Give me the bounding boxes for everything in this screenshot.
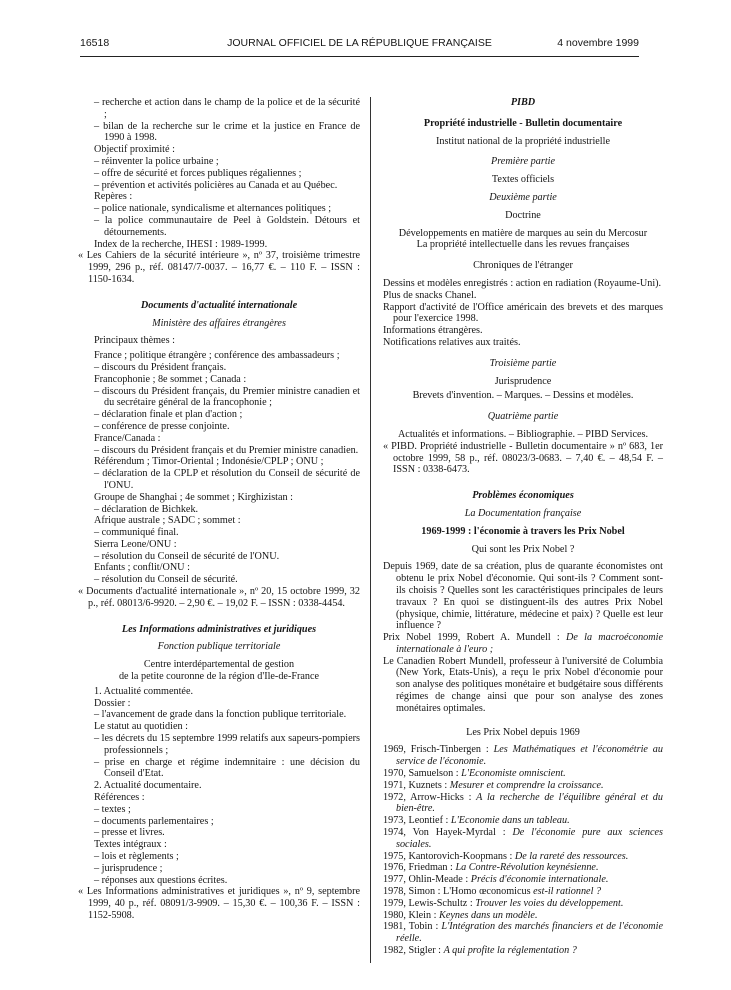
list-item: – l'avancement de grade dans la fonction publique territoriale.	[94, 709, 347, 721]
iaj-subtitle: Fonction publique territoriale	[157, 641, 281, 653]
nobel-entry	[383, 780, 663, 792]
list-item: – déclaration de la CPLP et résolution du Conseil de sécurité de l'ONU.	[94, 468, 360, 491]
pe-paragraph: Le Canadien Robert Mundell, professeur à l'université de Columbia (New York, Etats-Unis), a reçu le prix Nobel d'économie pour son analyse des politiques monétaire et budgétaire sous différents régimes de change ainsi que pour son analyse des zones monétaires optimales.	[383, 655, 663, 714]
nobel-entry	[383, 792, 663, 816]
list-heading: France ; politique étrangère ; conférence des ambassadeurs ;	[94, 350, 340, 362]
dai-list	[78, 350, 360, 586]
doctrine-line: Développements en matière de marques au sein du Mercosur	[398, 227, 648, 239]
nobel-entry	[383, 898, 663, 910]
part-text: Doctrine	[505, 209, 541, 221]
list-heading: Enfants ; conflit/ONU :	[94, 562, 190, 574]
list-heading: Référendum ; Timor-Oriental ; Indonésie/CPLP ; ONU ;	[94, 456, 324, 468]
pibd-citation: « PIBD. Propriété industrielle - Bulletin documentaire » nº 683, 1er octobre 1999, 58 p., réf. 08023/3-0683. – 7,40 €. – 48,54 F. – ISSN : 0338-6473.	[383, 440, 663, 476]
chroniques-line: Plus de snacks Chanel.	[383, 289, 477, 301]
nobel-entry	[383, 945, 663, 957]
list-heading: 1. Actualité commentée.	[94, 685, 194, 697]
pe-question: Qui sont les Prix Nobel ?	[471, 543, 575, 555]
nobel-title: A la recherche de l'équilibre général et du bien-être.	[396, 791, 663, 815]
nobel-entry	[383, 874, 663, 886]
cahiers-citation: « Les Cahiers de la sécurité intérieure », nº 37, troisième trimestre 1999, 296 p., réf. 08147/7-0037. – 16,77 €. – 110 F. – ISSN : 1150-1634.	[78, 250, 360, 285]
nobel-laureate: 1972, Arrow-Hicks :	[383, 791, 477, 803]
chroniques-heading: Chroniques de l'étranger	[473, 260, 573, 272]
dai-subtitle: Ministère des affaires étrangères	[152, 317, 286, 329]
part-line: Actualités et informations. – Bibliographie. – PIBD Services.	[397, 428, 649, 440]
list-heading: Dossier :	[94, 697, 131, 709]
list-item: – conférence de presse conjointe.	[94, 420, 230, 432]
part-heading: Quatrième partie	[487, 411, 559, 423]
part-heading: Deuxième partie	[489, 191, 557, 203]
nobel-title: Trouver les voies du développement.	[475, 897, 624, 909]
nobel-title: De la rareté des ressources.	[514, 850, 629, 862]
list-heading: 2. Actualité documentaire.	[94, 780, 202, 792]
list-item: – recherche et action dans le champ de la police et de la sécurité ;	[94, 97, 360, 120]
list-item: – la police communautaire de Peel à Goldstein. Détours et détournements.	[94, 214, 360, 238]
nobel-entry	[383, 921, 663, 945]
list-item: – lois et règlements ;	[94, 851, 179, 863]
dai-intro: Principaux thèmes :	[94, 335, 175, 347]
right-column	[383, 97, 663, 957]
list-item: – résolution du Conseil de sécurité.	[94, 574, 238, 586]
page-header	[80, 37, 639, 53]
nobel-title: La Contre-Révolution keynésienne.	[455, 862, 599, 874]
nobel-title: Keynes dans un modèle.	[439, 909, 538, 921]
reperes-heading: Repères :	[94, 191, 133, 203]
list-item: – textes ;	[94, 803, 131, 815]
nobel-laureate: 1975, Kantorovich-Koopmans :	[383, 850, 515, 862]
iaj-title: Les Informations administratives et juridiques	[121, 623, 317, 635]
header-rule	[80, 56, 639, 57]
left-column	[78, 97, 360, 922]
nobel-entry	[383, 815, 663, 827]
nobel-title: De l'économie pure aux sciences sociales.	[396, 827, 663, 850]
list-item: – bilan de la recherche sur le crime et la justice en France de 1990 à 1998.	[94, 120, 360, 144]
nobel-entry	[383, 862, 663, 874]
part-text: Textes officiels	[491, 174, 555, 186]
nobel-laureate: 1973, Leontief :	[383, 815, 451, 827]
list-heading: Sierra Leone/ONU :	[94, 538, 177, 550]
pe-title: Problèmes économiques	[472, 490, 574, 502]
nobel-laureate: 1976, Friedman :	[383, 862, 456, 874]
iaj-citation: « Les Informations administratives et juridiques », nº 9, septembre 1999, 40 p., réf. 08091/3-9909. – 15,30 €. – 100,36 F. – ISSN : 1152-5908.	[78, 886, 360, 921]
nobel-title: Les Mathématiques et l'économétrie au service de l'économie.	[396, 744, 663, 768]
part-line: Brevets d'invention. – Marques. – Dessins et modèles.	[412, 390, 634, 402]
list-item: – prévention et activités policières au Canada et au Québec.	[94, 179, 338, 191]
nobel-entry	[383, 886, 663, 898]
pibd-institute: Institut national de la propriété industrielle	[436, 135, 610, 147]
pe-paragraph	[383, 632, 663, 656]
pibd-subtitle: Propriété industrielle - Bulletin documentaire	[423, 117, 623, 129]
nobel-title: Précis d'économie internationale.	[470, 874, 609, 886]
nobel-entry	[383, 851, 663, 863]
objectif-heading: Objectif proximité :	[94, 144, 175, 156]
nobel-entry	[383, 744, 663, 768]
nobel-laureate: 1982, Stigler :	[383, 945, 444, 957]
iaj-center-line: Centre interdépartemental de gestion	[143, 659, 295, 671]
part-heading: Troisième partie	[489, 357, 557, 369]
nobel-title: L'Economie dans un tableau.	[450, 815, 570, 827]
part-text: Jurisprudence	[494, 375, 552, 387]
nobel-title: A qui profite la réglementation ?	[443, 945, 577, 957]
list-item: – réponses aux questions écrites.	[94, 874, 228, 886]
nobel-laureate: 1969, Frisch-Tinbergen :	[383, 744, 494, 756]
nobel-list	[383, 744, 663, 956]
list-item: – jurisprudence ;	[94, 862, 163, 874]
list-item: – prise en charge et régime indemnitaire : une décision du Conseil d'Etat.	[94, 756, 360, 780]
list-heading: France/Canada :	[94, 432, 161, 444]
list-item: – les décrets du 15 septembre 1999 relatifs aux sapeurs-pompiers professionnels ;	[94, 733, 360, 756]
chroniques-line: Dessins et modèles enregistrés : action en radiation (Royaume-Uni).	[383, 277, 662, 289]
nobel-entry	[383, 768, 663, 780]
dai-title: Documents d'actualité internationale	[140, 299, 298, 311]
pe-subtitle: La Documentation française	[464, 507, 582, 519]
page-number: 16518	[80, 37, 110, 49]
pe-para2-plain: Prix Nobel 1999, Robert A. Mundell :	[383, 632, 566, 644]
nobel-entry	[383, 910, 663, 922]
pibd-title: PIBD	[510, 97, 536, 108]
pe-paragraph: Depuis 1969, date de sa création, plus de quarante économistes ont obtenu le prix Nobel d'économie. Qui sont-ils ? Comment sont-ils choisis ? Quelles sont les caractéristiques principales de leurs travaux ? En quoi se distinguent-ils des autres Prix Nobel (physique, chimie, littérature, médecine et paix) ? Quelle est leur influence ?	[383, 561, 663, 632]
nobel-title: Mesurer et comprendre la croissance.	[449, 779, 604, 791]
nobel-title: L'Intégration des marchés financiers et de l'économie réelle.	[396, 921, 663, 945]
issue-date: 4 novembre 1999	[557, 37, 639, 49]
list-item: – offre de sécurité et forces publiques régaliennes ;	[94, 167, 302, 179]
nobel-laureate: 1971, Kuznets :	[383, 779, 450, 791]
column-divider	[370, 97, 371, 963]
list-item: – réinventer la police urbaine ;	[94, 155, 219, 167]
nobel-laureate: 1974, Von Hayek-Myrdal :	[383, 827, 513, 839]
doctrine-line: La propriété intellectuelle dans les revues françaises	[416, 239, 630, 251]
nobel-laureate: 1977, Ohlin-Meade :	[383, 874, 471, 886]
list-heading: Le statut au quotidien :	[94, 721, 188, 733]
list-item: – communiqué final.	[94, 527, 179, 539]
list-heading: Références :	[94, 792, 145, 804]
list-item: – discours du Président français.	[94, 361, 227, 373]
part-heading: Première partie	[490, 156, 556, 168]
nobel-list-heading: Les Prix Nobel depuis 1969	[466, 726, 580, 738]
list-heading: Francophonie ; 8e sommet ; Canada :	[94, 373, 247, 385]
iaj-center-line: de la petite couronne de la région d'Ile-de-France	[118, 671, 320, 683]
nobel-title: est-il rationnel ?	[533, 886, 602, 898]
list-item: – déclaration de Bichkek.	[94, 503, 199, 515]
journal-title: JOURNAL OFFICIEL DE LA RÉPUBLIQUE FRANÇAISE	[227, 37, 492, 49]
nobel-title: L'Economiste omniscient.	[461, 768, 566, 780]
nobel-laureate: 1979, Lewis-Schultz :	[383, 897, 476, 909]
nobel-laureate: 1980, Klein :	[383, 909, 440, 921]
pe-para2-italic: De la macroéconomie internationale à l'euro ;	[396, 632, 663, 655]
nobel-laureate: 1981, Tobin :	[383, 921, 442, 933]
chroniques-line: Notifications relatives aux traités.	[383, 336, 521, 348]
nobel-laureate: 1970, Samuelson :	[383, 768, 462, 780]
list-item: – presse et livres.	[94, 827, 165, 839]
list-item: – résolution du Conseil de sécurité de l'ONU.	[94, 550, 280, 562]
index-line: Index de la recherche, IHESI : 1989-1999.	[94, 238, 268, 250]
iaj-list	[78, 686, 360, 887]
chroniques-line: Informations étrangères.	[383, 325, 483, 337]
chroniques-line: Rapport d'activité de l'Office américain des brevets et des marques pour l'exercice 1998.	[383, 301, 663, 325]
dai-citation: « Documents d'actualité internationale », nº 20, 15 octobre 1999, 32 p., réf. 08013/6-9920. – 2,90 €. – 19,02 F. – ISSN : 0338-4454.	[78, 586, 360, 609]
nobel-entry	[383, 827, 663, 851]
list-item: – discours du Président français et du Premier ministre canadien.	[94, 444, 359, 456]
list-item: – police nationale, syndicalisme et alternances politiques ;	[94, 203, 332, 215]
list-item: – déclaration finale et plan d'action ;	[94, 409, 243, 421]
list-item: – discours du Président français, du Premier ministre canadien et du secrétaire général de la francophonie ;	[94, 385, 360, 409]
list-item: – documents parlementaires ;	[94, 815, 214, 827]
pe-headline: 1969-1999 : l'économie à travers les Prix Nobel	[421, 525, 625, 537]
list-heading: Textes intégraux :	[94, 839, 167, 851]
list-heading: Afrique australe ; SADC ; sommet :	[94, 515, 241, 527]
list-heading: Groupe de Shanghai ; 4e sommet ; Kirghizistan :	[94, 491, 293, 503]
nobel-laureate: 1978, Simon : L'Homo œconomicus	[383, 886, 534, 898]
